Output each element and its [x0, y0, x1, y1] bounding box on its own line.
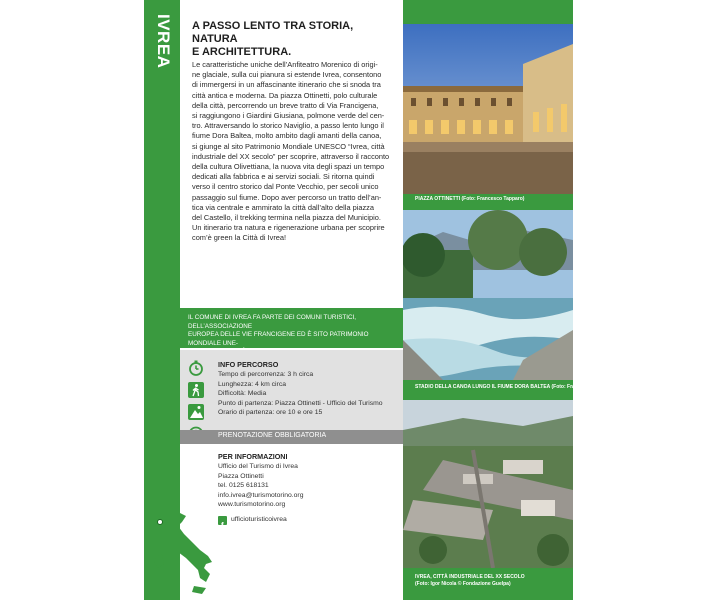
facebook-icon	[218, 516, 227, 529]
caption-photo-3-line-2: (Foto: Igor Nicola © Fondazione Guelpa)	[415, 581, 511, 587]
body-line: del Castello, il trekking termina nella piazza del Municipio.	[192, 213, 381, 223]
info-line: Difficoltà: Media	[218, 390, 267, 398]
body-line: della cultura Olivettiana, la nuova vita degli spazi un tempo	[192, 162, 385, 172]
route-info-box	[180, 350, 403, 430]
city-name: IVREA	[154, 14, 173, 69]
contacts-heading: PER INFORMAZIONI	[218, 452, 288, 461]
body-line: tica via centrale e ammirato la città dall’alto della piazza	[192, 202, 374, 212]
hiking-icon	[188, 404, 204, 420]
body-line: tro. Attraversando lo storico Naviglio, a passo lento lungo il	[192, 121, 384, 131]
contacts-lines	[218, 462, 303, 510]
body-line: passaggio sul fiume. Dopo aver percorso un tratto dell’an-	[192, 192, 382, 202]
body-line: di immergersi in un affascinante itinerario che si snoda tra	[192, 80, 381, 90]
contact-line: tel. 0125 618131	[218, 482, 269, 490]
info-line: Tempo di percorrenza: 3 h circa	[218, 371, 314, 378]
facebook-handle[interactable]: ufficioturisticoivrea	[231, 516, 287, 523]
info-line: Lunghezza: 4 km circa	[218, 380, 287, 388]
photo-dora-baltea-river	[403, 210, 573, 380]
caption-photo-3-line-1: IVREA, CITTÀ INDUSTRIALE DEL XX SECOLO	[415, 574, 525, 580]
info-heading: INFO PERCORSO	[218, 360, 279, 369]
body-line: fiume Dora Baltea, molto ambito dagli amanti della canoa,	[192, 131, 382, 141]
booking-bar	[180, 430, 403, 444]
title-line-1: A PASSO LENTO TRA STORIA, NATURA	[192, 20, 354, 45]
contact-line: Ufficio del Turismo di Ivrea	[218, 463, 298, 470]
booking-label: PRENOTAZIONE OBBLIGATORIA	[218, 432, 327, 439]
contact-line: www.turismotorino.org	[218, 501, 286, 509]
contact-line: info.ivrea@turismotorino.org	[218, 491, 304, 499]
banner-line: IL COMUNE DI IVREA FA PARTE DEI COMUNI TURISTICI, DELL’ASSOCIAZIONE	[188, 314, 357, 330]
page-title	[192, 20, 392, 59]
contact-line: Piazza Ottinetti	[218, 472, 264, 480]
photo-column	[403, 0, 615, 600]
body-line: della città, percorrendo un breve tratto di Via Francigena,	[192, 100, 379, 110]
body-text	[192, 60, 397, 244]
svg-text:f: f	[221, 521, 224, 529]
body-line: si giunge al sito Patrimonio Mondiale UNESCO “Ivrea, città	[192, 141, 385, 151]
body-line: verso il centro storico dal Ponte Vecchio, per secoli unico	[192, 182, 379, 192]
body-line: Un itinerario tra natura e rigenerazione urbana per scoprire	[192, 223, 385, 233]
walking-icon	[188, 382, 204, 398]
body-line: industriale del XX secolo” per scoprire, attraverso il racconto	[192, 151, 390, 161]
brochure-page	[144, 0, 615, 600]
info-lines	[218, 370, 383, 418]
banner-line: EUROPEA DELLE VIE FRANCIGENE ED È SITO PATRIMONIO MONDIALE UNE-	[188, 331, 369, 347]
italy-map-icon	[148, 508, 218, 600]
photo-ivrea-aerial	[403, 400, 573, 568]
body-line: ne glaciale, sulla cui pianura si estende Ivrea, consentono	[192, 70, 382, 80]
caption-photo-2: STADIO DELLA CANOA LUNGO IL FIUME DORA BALTEA (Foto: Francesco Tapparo)	[415, 384, 615, 390]
info-line: Orario di partenza: ore 10 e ore 15	[218, 409, 323, 417]
body-line: com’è green la Città di Ivrea!	[192, 233, 287, 243]
unesco-banner	[180, 308, 408, 348]
info-line: Punto di partenza: Piazza Ottinetti - Ufficio del Turismo	[218, 399, 383, 407]
body-line: dedicati alla fabbrica e ai servizi sociali. Si ritorna quindi	[192, 172, 375, 182]
caption-photo-1: PIAZZA OTTINETTI (Foto: Francesco Tapparo)	[415, 196, 525, 202]
photo-piazza-ottinetti	[403, 24, 573, 194]
body-line: Le caratteristiche uniche dell’Anfiteatro Morenico di origi-	[192, 60, 378, 69]
body-line: si raggiungono i Giardini Giusiana, polmone verde del cen-	[192, 111, 385, 121]
city-label	[147, 14, 177, 84]
clock-icon	[188, 360, 204, 376]
title-line-2: E ARCHITETTURA.	[192, 46, 292, 58]
body-line: città antica e moderna. Da piazza Ottinetti, polo culturale	[192, 90, 378, 100]
